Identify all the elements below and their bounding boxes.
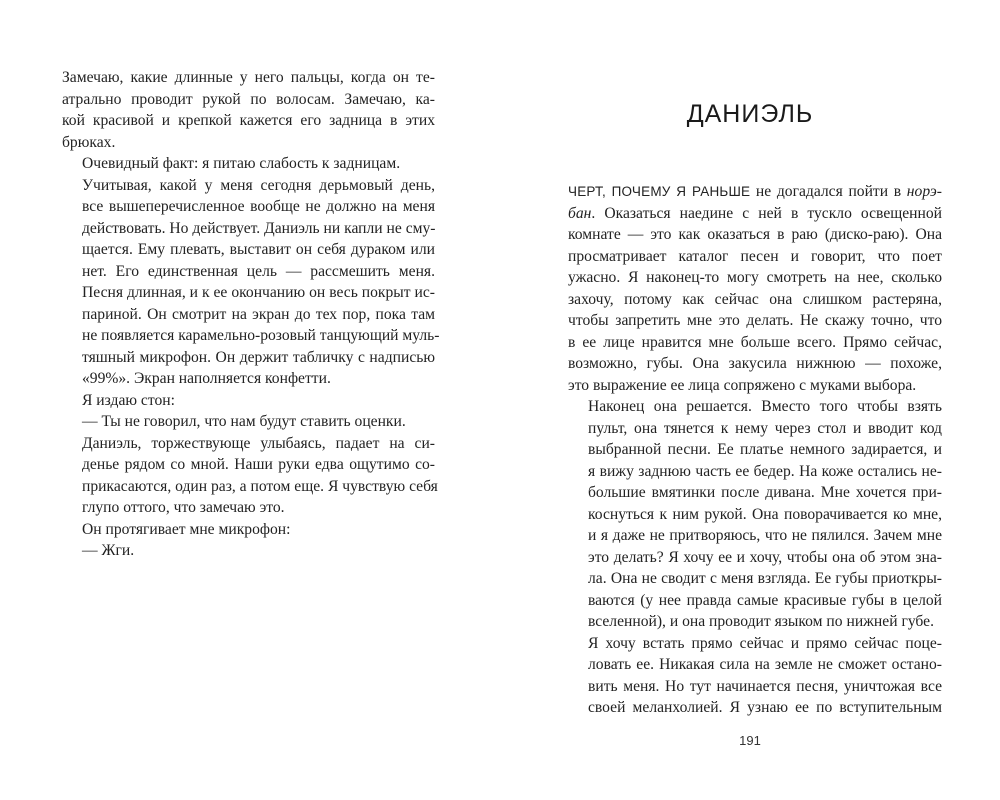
text-line: атрально проводит рукой по волосам. Замечаю, ка- [62, 90, 435, 108]
text-line: я вижу заднюю часть ее бедер. На коже остались не- [588, 462, 942, 480]
text-line: Очевидный факт: я питаю слабость к задницам. [82, 155, 401, 172]
text-line: и я даже не притворяюсь, что не пялился. Зачем мне [588, 527, 942, 544]
text-line: чтобы запретить мне это делать. Не скажу точно, что [568, 312, 942, 329]
text-line [568, 181, 942, 203]
text-line: ловать ее. Никакая сила на земле не сможет остано- [588, 656, 942, 673]
text-line: кой красивой и крепкой кажется его задница в этих [62, 112, 435, 129]
paragraph [568, 396, 942, 633]
text-line [568, 203, 942, 225]
text-line: брюках. [62, 133, 116, 151]
paragraph [62, 433, 438, 519]
text-line: выбранной песни. Ее платье немного задирается, и [588, 441, 942, 458]
text-line: — Ты не говорил, что нам будут ставить оценки. [82, 413, 406, 430]
italic-word-part1: норэ- [906, 183, 942, 200]
text-line: это выражение ее лица сопряжено с муками выбора. [568, 376, 917, 394]
text-line: прикасаются, один раз, а потом еще. Я чувствую себя [82, 477, 438, 495]
text-line: своей меланхолией. Я узнаю ее по вступительным [588, 699, 942, 716]
text-line: Он протягивает мне микрофон: [82, 520, 291, 538]
text-line: денье рядом со мной. Наши руки едва ощутимо со- [82, 456, 435, 473]
paragraph [62, 175, 440, 390]
right-page [500, 0, 1000, 800]
chapter-title: ДАНИЭЛЬ [686, 100, 814, 128]
text-line: действовать. Но действует. Даниэль ни капли не сму- [82, 219, 436, 237]
text-line: глупо оттого, что замечаю это. [82, 499, 285, 516]
paragraph [568, 633, 942, 719]
text-line: Я издаю стон: [82, 391, 175, 409]
text-line: Замечаю, какие длинные у него пальцы, когда он те- [62, 69, 435, 86]
text-line: нет. Его единственная цель — рассмешить меня. [82, 262, 435, 280]
paragraph [62, 67, 435, 153]
text-line: Наконец она решается. Вместо того чтобы взять [588, 398, 942, 415]
text-line: в ее лице нравится мне больше всего. Прямо сейчас, [568, 333, 942, 351]
text-line: Даниэль, торжествующе улыбаясь, падает на си- [82, 434, 435, 452]
paragraph [62, 153, 435, 175]
opening-paragraph [568, 181, 942, 396]
text-line: захочу, потому как сейчас она слишком растеряна, [568, 290, 942, 308]
text-line: тяшный микрофон. Он держит табличку с надписью [82, 348, 435, 366]
text-line: большие вмятинки после дивана. Мне хочется при- [588, 484, 942, 501]
text-line: Я хочу встать прямо сейчас и прямо сейчас поце- [588, 634, 942, 652]
opening-line2-rest: . Оказаться наедине с ней в тускло освещенной [591, 204, 942, 222]
text-line: не появляется карамельно-розовый танцующий муль- [82, 327, 440, 344]
text-line: это делать? Я хочу ее и хочу, чтобы она об этом зна- [588, 548, 942, 566]
italic-word-part2: бан [568, 204, 592, 222]
text-line: просматривает каталог песен и говорит, что поет [568, 247, 942, 265]
right-page-text [568, 181, 942, 719]
text-line: пульт, она тянется к нему через стол и вводит код [588, 419, 942, 437]
paragraph [62, 540, 435, 562]
text-line: все вышеперечисленное вообще не должно на меня [82, 198, 435, 215]
text-line: «99%». Экран наполняется конфетти. [82, 370, 331, 387]
text-line: ла. Она не сводит с меня взгляда. Ее губы приоткры- [588, 570, 942, 587]
text-line: Учитывая, какой у меня сегодня дерьмовый день, [82, 176, 435, 194]
page-number: 191 [739, 733, 761, 748]
text-line: щается. Ему плевать, выставит он себя дураком или [82, 241, 435, 258]
text-line: ваются (у нее правда самые красивые губы в целой [588, 591, 942, 609]
opening-smallcaps: ЧЕРТ, ПОЧЕМУ Я РАНЬШЕ [568, 184, 751, 199]
left-page-text [62, 67, 440, 562]
text-line: Песня длинная, и к ее окончанию он весь покрыт ис- [82, 284, 435, 301]
paragraph [62, 411, 435, 433]
text-line: ужасно. Я наконец-то могу смотреть на нее, сколько [568, 269, 942, 286]
text-line: комнате — это как оказаться в раю (диско-раю). Она [568, 226, 942, 243]
paragraph [62, 390, 435, 412]
text-line: возможно, губы. Она закусила нижнюю — похоже, [568, 355, 942, 372]
text-line: коснуться к ним рукой. Она поворачивается ко мне, [588, 505, 942, 523]
text-line: — Жги. [82, 542, 135, 559]
text-line: париной. Он смотрит на экран до тех пор, пока там [82, 305, 435, 323]
text-line: вселенной), и она проводит языком по нижней губе. [588, 613, 934, 630]
paragraph [62, 519, 435, 541]
text-line: вить меня. Но тут начинается песня, уничтожая все [588, 677, 942, 695]
opening-line1-rest: не догадался пойти в [750, 183, 907, 200]
